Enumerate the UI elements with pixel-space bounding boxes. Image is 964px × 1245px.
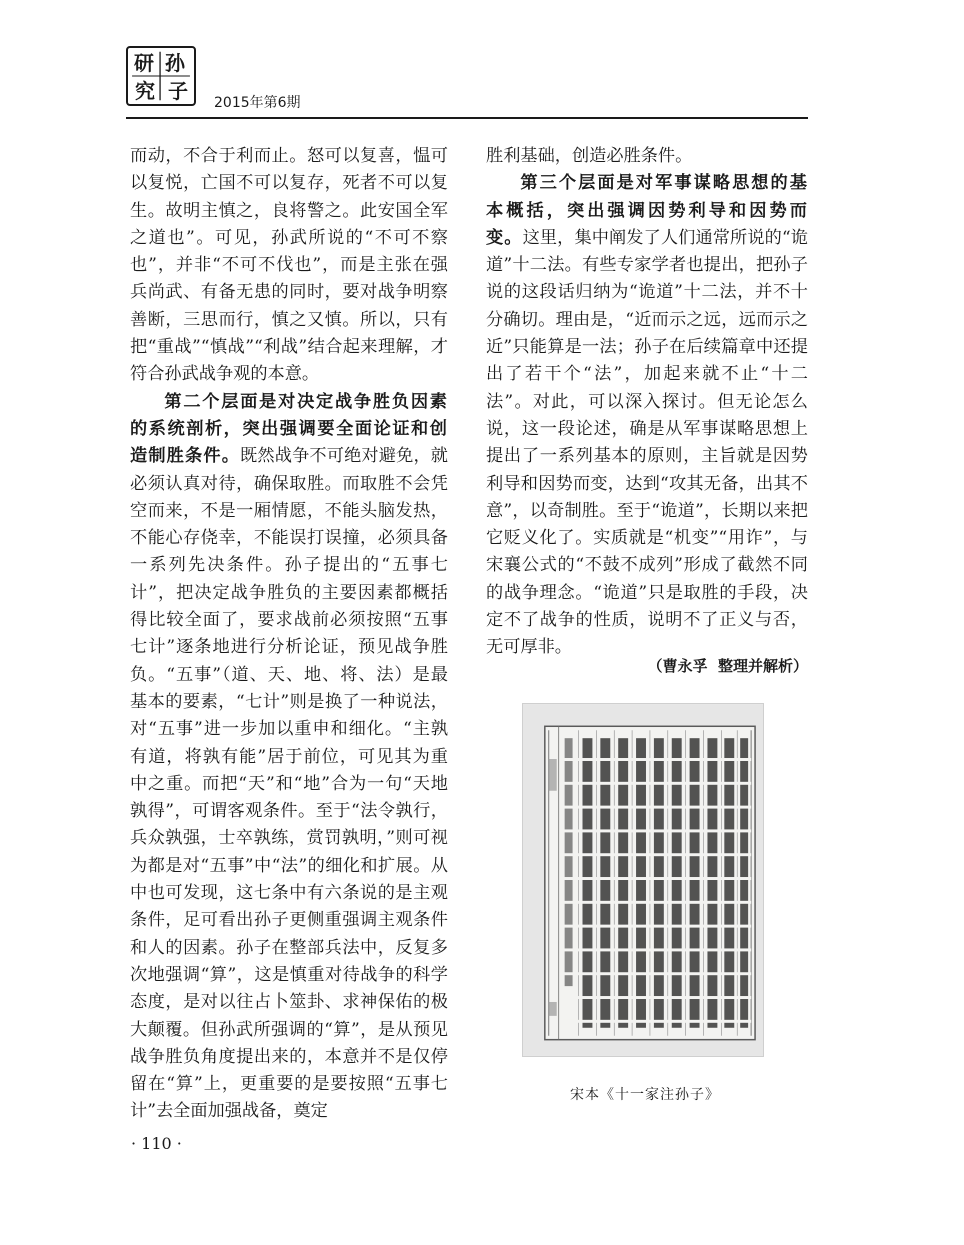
right-column	[486, 143, 808, 662]
paragraph-2-body: 既然战争不可绝对避免，就必须认真对待，确保取胜。而取胜不会凭空而来，不是一厢情愿，不能头脑发热，不能心存侥幸，不能误打误撞，必须具备一系列先决条件。孙子提出的“五事七计”，把决定战争胜负的主要因素都概括得比较全面了，要求战前必须按照“五事七计”逐条地进行分析论证，预见战争胜负。“五事”（道、天、地、将、法）是最基本的要素，“七计”则是换了一种说法，对“五事”进一步加以重申和细化。“主孰有道，将孰有能”居于前位，可见其为重中之重。而把“天”和“地”合为一句“天地孰得”，可谓客观条件。至于“法令孰行，兵众孰强，士卒孰练，赏罚孰明，”则可视为都是对“五事”中“法”的细化和扩展。从中也可发现，这七条中有六条说的是主观条件，足可看出孙子更侧重强调主观条件和人的因素。孙子在整部兵法中，反复多次地强调“算”，这是慎重对待战争的科学态度，是对以往占卜筮卦、求神保佑的极大颠覆。但孙武所强调的“算”，是从预见战争胜负角度提出来的，本意并不是仅停留在“算”上，更重要的是要按照“五事七计”去全面加强战备，奠定	[130, 446, 448, 1122]
logo-char-yan: 研	[134, 51, 154, 75]
figure-caption: 宋本《十一家注孙子》	[570, 1087, 720, 1103]
logo-char-jiu: 究	[135, 79, 155, 103]
logo-char-sun: 孙	[165, 51, 185, 75]
paragraph-2-lead: 第二个层面是对决定战争胜负因素的系统剖析，突出强调要全面论证和创造制胜条件。	[130, 391, 448, 467]
header-rule	[126, 117, 808, 119]
issue-label: 2015年第6期	[214, 95, 301, 111]
editor-credit: （曹永孚 整理并解析）	[647, 657, 808, 675]
song-edition-book-image	[522, 703, 764, 1057]
paragraph-1: 而动，不合于利而止。怒可以复喜，愠可以复悦，亡国不可以复存，死者不可以复生。故明主慎之，良将警之。此安国全军之道也”。可见，孙武所说的“不可不察也”，并非“不可不伐也”，而是主张在强兵尚武、有备无患的同时，要对战争明察善断，三思而行，慎之又慎。所以，只有把“重战”“慎战”“利战”结合起来理解，才符合孙武战争观的本意。	[130, 146, 448, 385]
paragraph-4-body: 这里，集中阐发了人们通常所说的“诡道”十二法。有些专家学者也提出，把孙子说的这段话归纳为“诡道”十二法，并不十分确切。理由是，“近而示之远，远而示之近”只能算是一法；孙子在后续篇章中还提出了若干个“法”，加起来就不止“十二法”。对此，可以深入探讨。但无论怎么说，这一段论述，确是从军事谋略思想上提出了一系列基本的原则，主旨就是因势利导和因势而变，达到“攻其无备，出其不意”，以奇制胜。至于“诡道”，长期以来把它贬义化了。实质就是“机变”“用诈”，与宋襄公式的“不鼓不成列”形成了截然不同的战争理念。“诡道”只是取胜的手段，决定不了战争的性质，说明不了正义与否，无可厚非。	[486, 227, 808, 658]
logo-char-zi: 子	[168, 79, 188, 103]
paragraph-4-lead: 第三个层面是对军事谋略思想的基本概括，突出强调因势利导和因势而变。	[486, 173, 808, 248]
paragraph-2	[130, 389, 448, 1126]
left-column	[130, 143, 448, 1126]
book-page-illustration	[523, 704, 763, 1056]
paragraph-4	[486, 170, 808, 661]
paragraph-3: 胜利基础，创造必胜条件。	[486, 146, 693, 166]
journal-logo	[126, 46, 196, 106]
page-number: · 110 ·	[131, 1134, 182, 1153]
